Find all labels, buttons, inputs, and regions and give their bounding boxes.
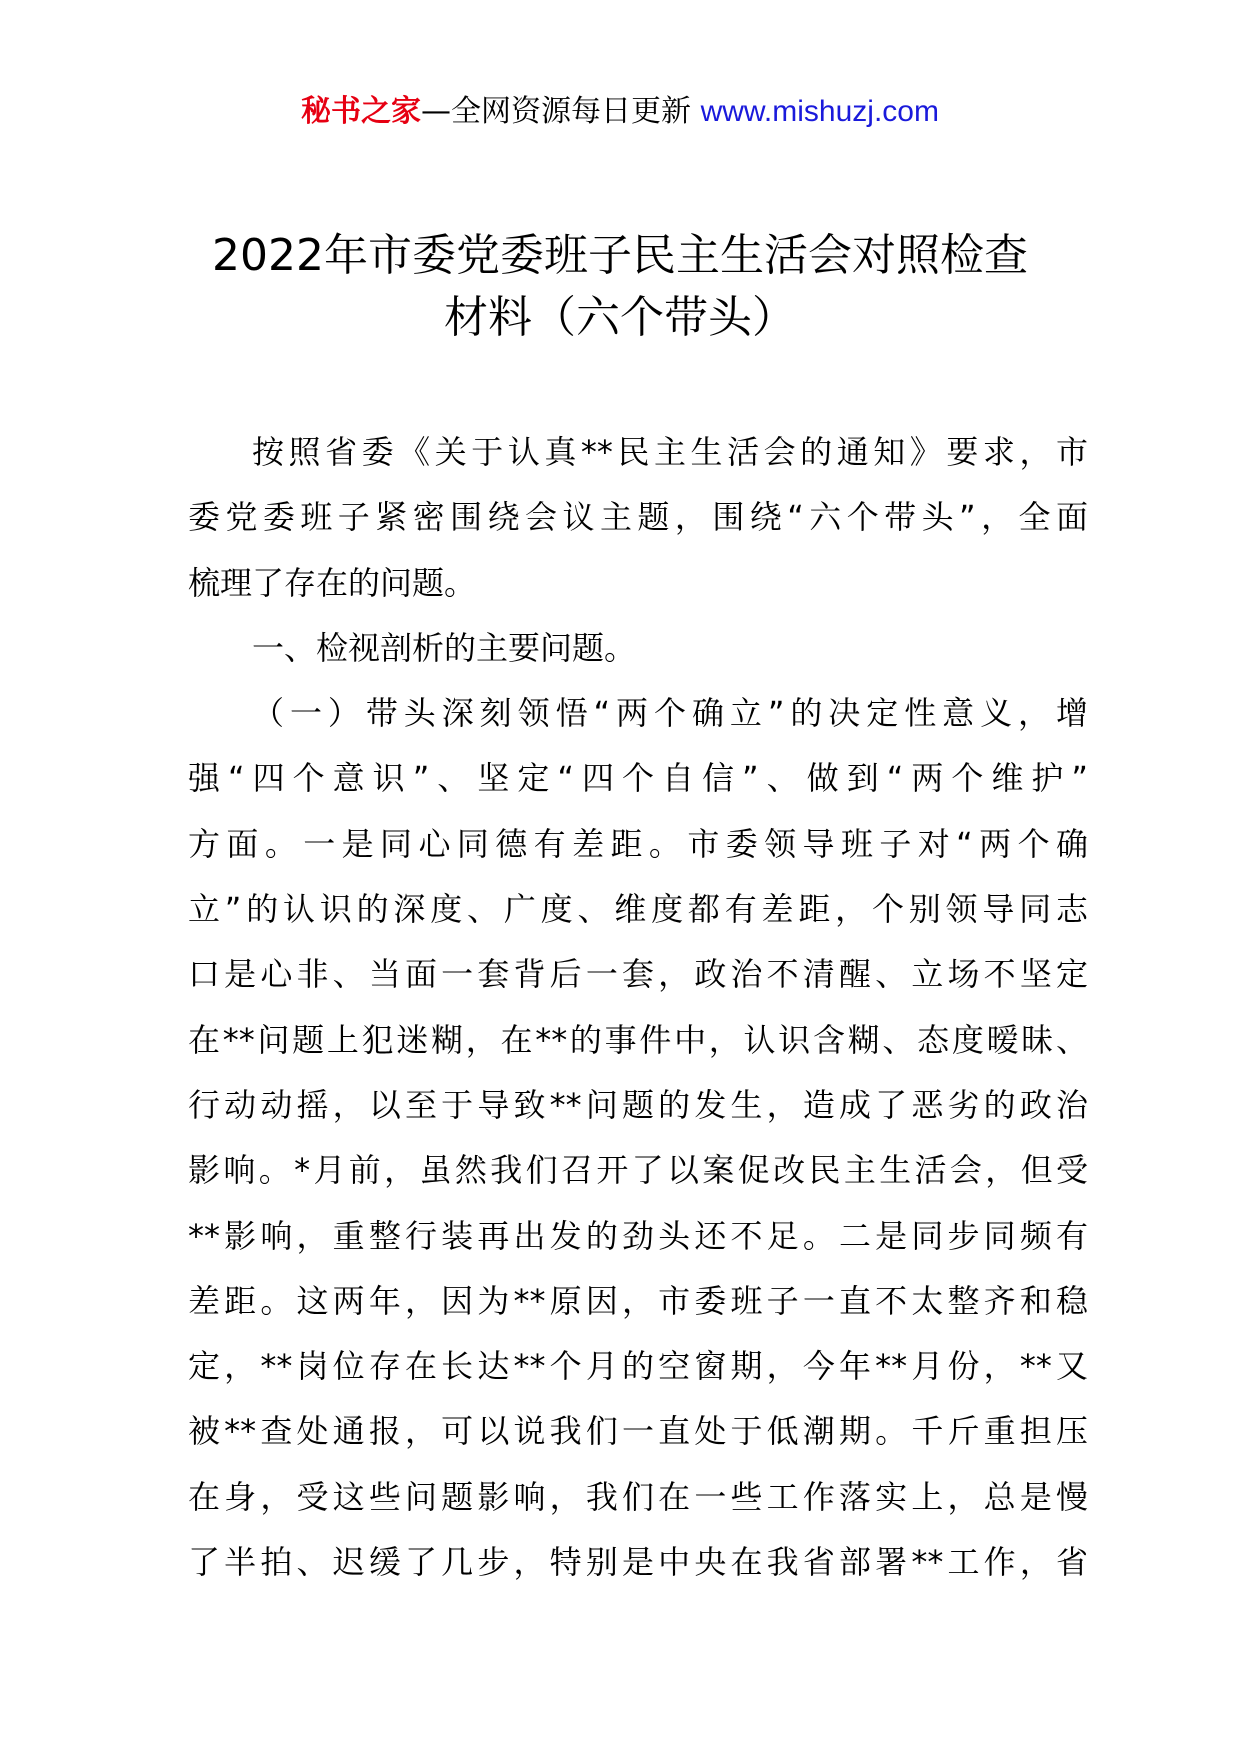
body-line: 方面。一是同心同德有差距。市委领导班子对“两个确 xyxy=(188,824,1088,863)
body-line: 定，**岗位存在长达**个月的空窗期，今年**月份，**又 xyxy=(188,1347,1088,1386)
document-body xyxy=(188,420,1088,1595)
body-line: 在身，受这些问题影响，我们在一些工作落实上，总是慢 xyxy=(188,1477,1088,1516)
body-line: 按照省委《关于认真**民主生活会的通知》要求，市 xyxy=(252,433,1088,471)
body-line: **影响，重整行装再出发的劲头还不足。二是同步同频有 xyxy=(188,1216,1088,1255)
body-line: 在**问题上犯迷糊，在**的事件中，认识含糊、态度暧昧、 xyxy=(188,1020,1088,1059)
body-line: （一）带头深刻领悟“两个确立”的决定性意义，增 xyxy=(252,694,1088,733)
body-line: 行动动摇，以至于导致**问题的发生，造成了恶劣的政治 xyxy=(188,1085,1088,1124)
body-line: 口是心非、当面一套背后一套，政治不清醒、立场不坚定 xyxy=(188,955,1088,994)
site-brand: 秘书之家 xyxy=(301,94,422,129)
body-line: 立”的认识的深度、广度、维度都有差距，个别领导同志 xyxy=(188,890,1088,929)
document-title xyxy=(150,225,1090,349)
body-line: 影响。*月前，虽然我们召开了以案促改民主生活会，但受 xyxy=(188,1151,1088,1190)
body-line: 委党委班子紧密围绕会议主题，围绕“六个带头”，全面 xyxy=(188,498,1088,537)
section-heading: 一、检视剖析的主要问题。 xyxy=(252,628,637,667)
site-slogan: —全网资源每日更新 xyxy=(421,94,692,129)
document-title-line-1: 2022年市委党委班子民主生活会对照检查 xyxy=(212,230,1028,281)
body-line: 强“四个意识”、坚定“四个自信”、做到“两个维护” xyxy=(188,759,1088,798)
site-header xyxy=(0,92,1240,132)
body-line: 被**查处通报，可以说我们一直处于低潮期。千斤重担压 xyxy=(188,1412,1088,1451)
body-line: 梳理了存在的问题。 xyxy=(188,563,477,602)
body-line: 了半拍、迟缓了几步，特别是中央在我省部署**工作，省 xyxy=(188,1543,1088,1582)
document-title-line-2: 材料（六个带头） xyxy=(444,292,796,343)
body-line: 差距。这两年，因为**原因，市委班子一直不太整齐和稳 xyxy=(188,1281,1088,1320)
site-url-link[interactable]: www.mishuzj.com xyxy=(700,95,939,128)
